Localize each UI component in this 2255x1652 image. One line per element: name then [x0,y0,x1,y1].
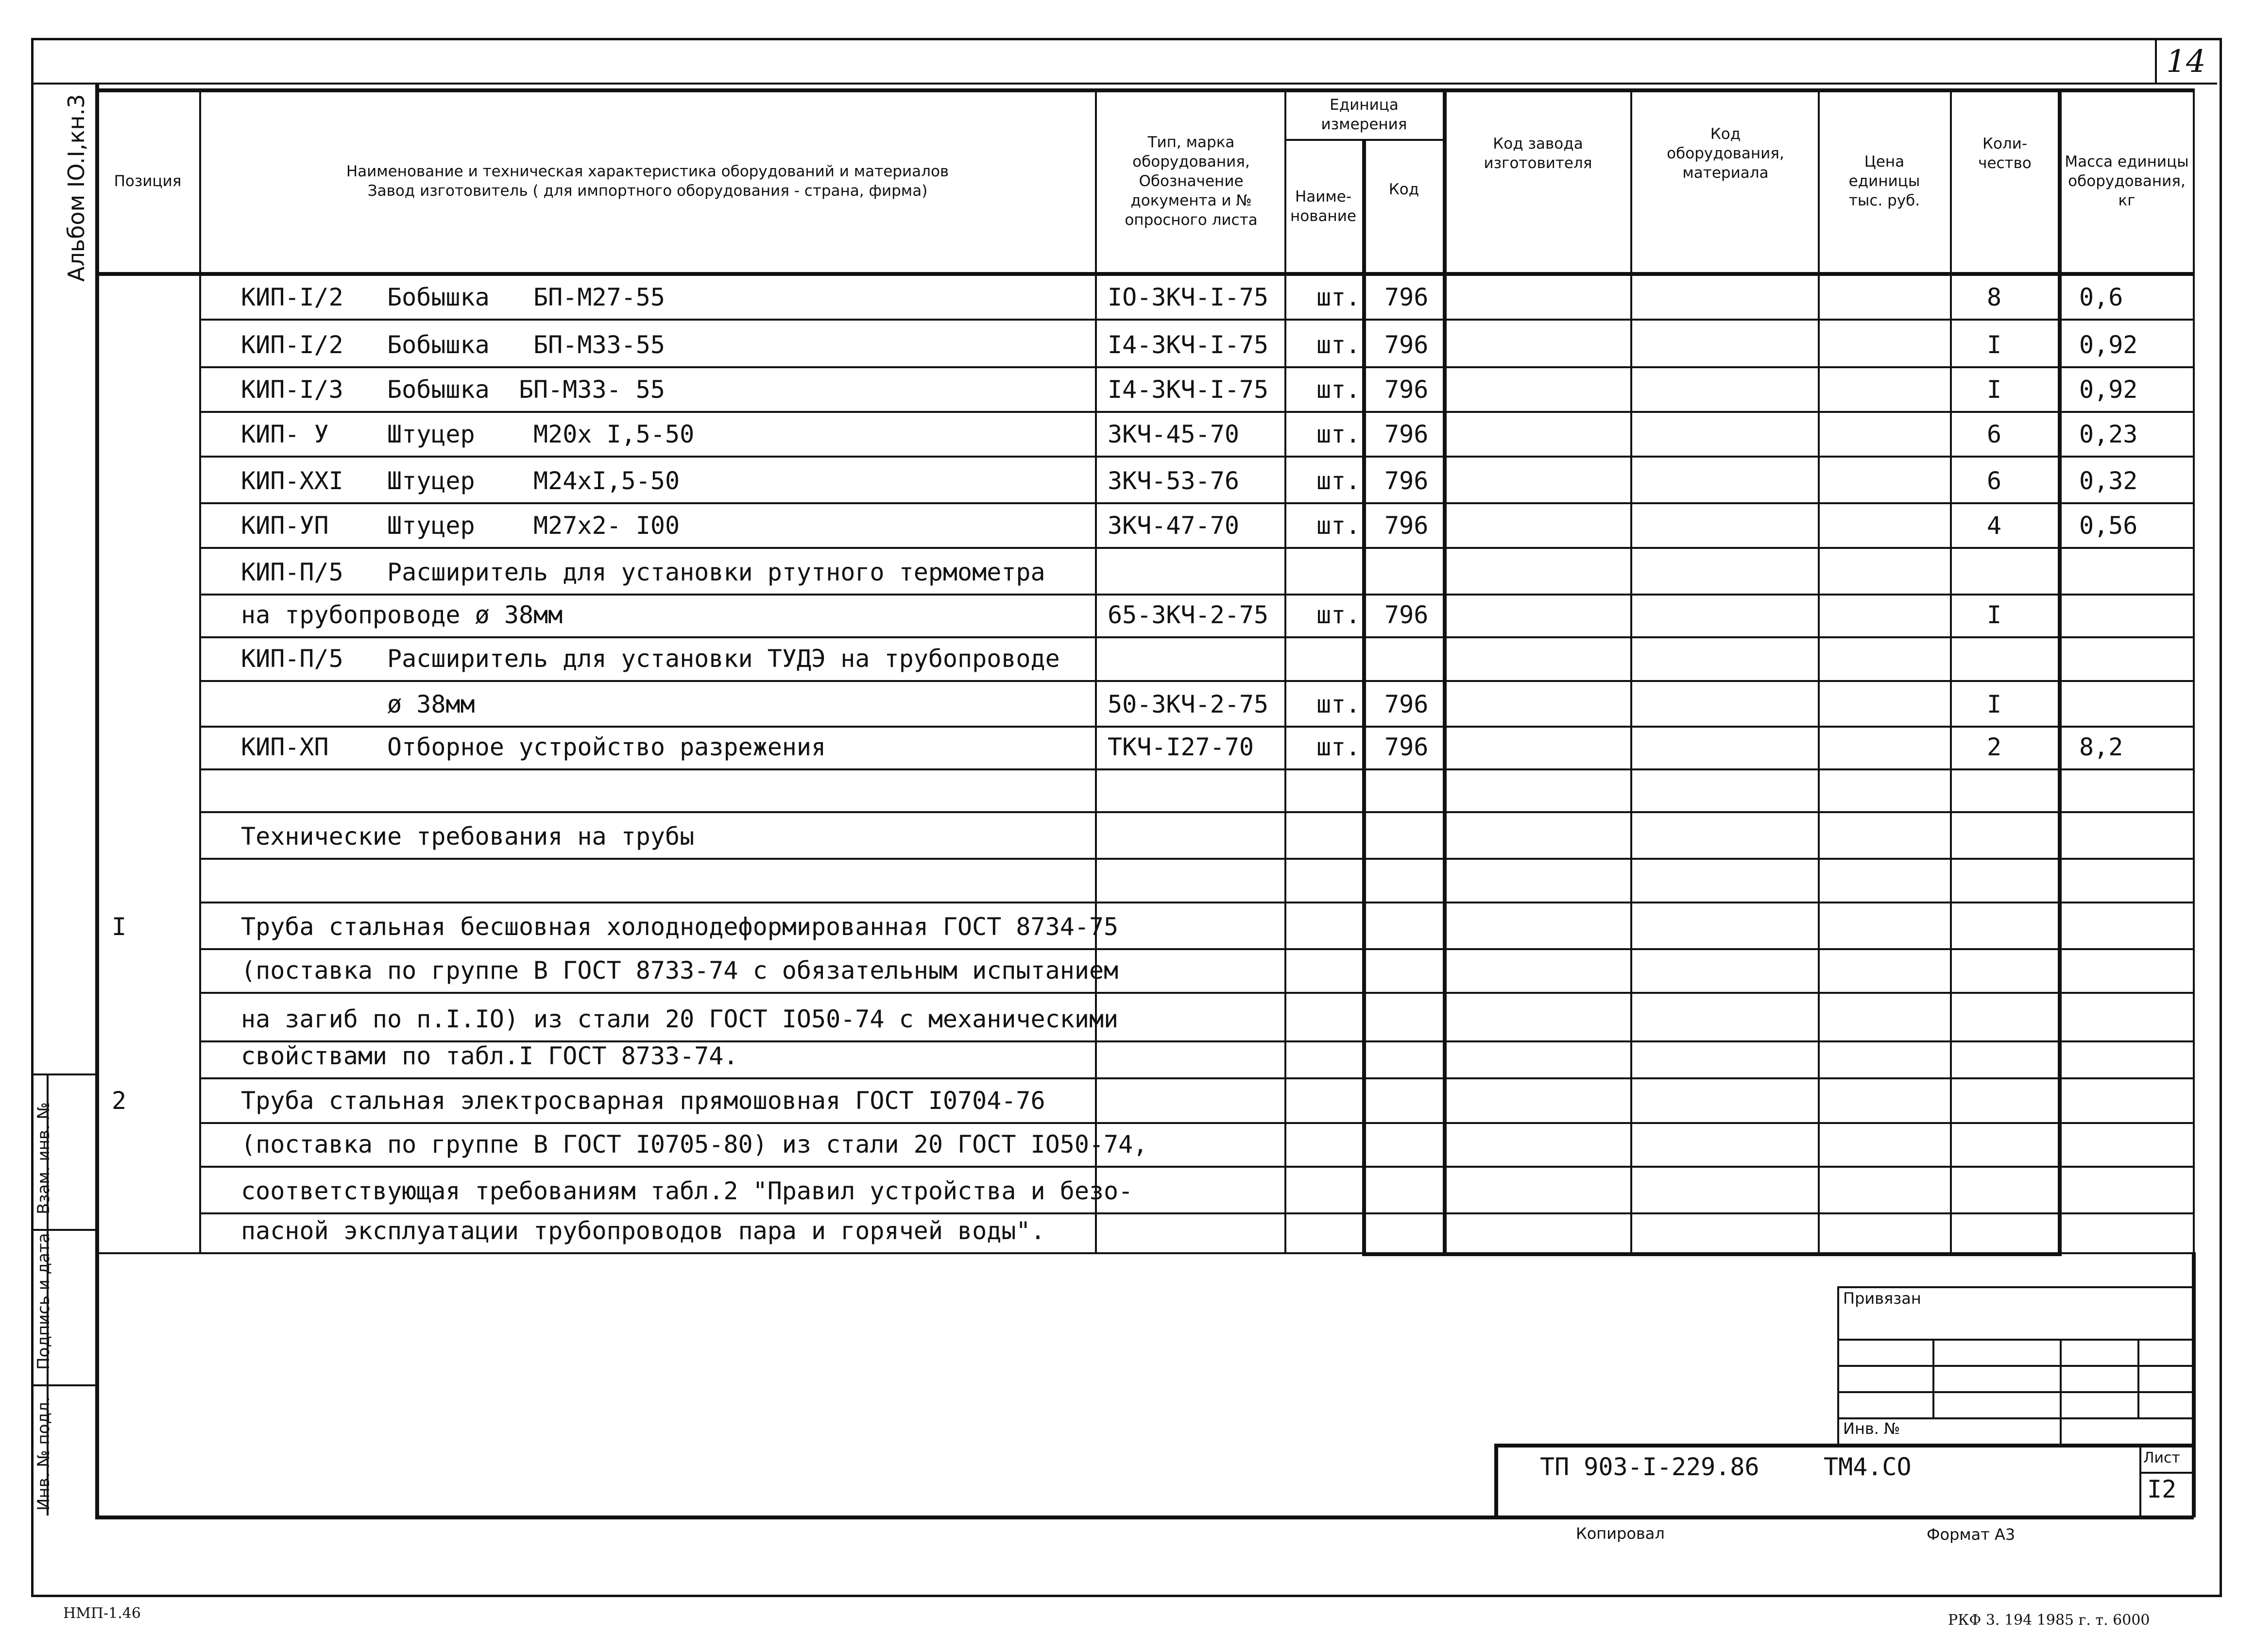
code-cell: 796 [1384,690,1429,718]
unit-cell: шт. [1316,467,1361,495]
quantity-cell: 2 [1987,733,2002,761]
header-equipment-code: Код оборудования, материала [1667,125,1784,182]
unit-cell: шт. [1316,690,1361,718]
sheet-box-left-rule [2139,1446,2141,1516]
name-cell: соответствующая требованиям табл.2 "Правил устройства и безо- [241,1177,1133,1205]
name-cell: Технические требования на трубы [241,822,695,851]
name-cell: на трубопроводе ø 38мм [241,601,563,629]
name-cell: Труба стальная электросварная прямошовная ГОСТ I0704-76 [241,1087,1045,1115]
mass-cell: 0,56 [2079,511,2138,540]
name-cell: Труба стальная бесшовная холоднодеформированная ГОСТ 8734-75 [241,913,1119,941]
unit-cell: шт. [1316,420,1361,448]
name-cell: КИП-I/2 Бобышка БП-М33-55 [241,331,665,359]
mass-cell: 0,92 [2079,331,2138,359]
unit-cell: шт. [1316,331,1361,359]
type-cell: ЗКЧ-45-70 [1108,420,1239,448]
quantity-cell: I [1987,690,2002,718]
code-cell: 796 [1384,733,1429,761]
type-cell: ТКЧ-I27-70 [1108,733,1254,761]
unit-cell: шт. [1316,375,1361,404]
code-cell: 796 [1384,331,1429,359]
doc-code-left-rule [1494,1444,1498,1516]
table-row [0,1077,2255,1122]
code-cell: 796 [1384,283,1429,311]
title-grid-col-2 [2060,1339,2062,1447]
top-divider [31,83,2217,85]
format-label: Формат А3 [1927,1525,2016,1544]
header-quantity: Коли-чество [1978,135,2032,172]
type-cell: IO-ЗКЧ-I-75 [1108,283,1269,311]
header-unit-code: Код [1388,181,1419,198]
type-cell: ЗКЧ-53-76 [1108,467,1239,495]
table-row [0,319,2255,366]
code-cell: 796 [1384,511,1429,540]
code-cell: 796 [1384,601,1429,629]
name-cell: КИП-I/3 Бобышка БП-М33- 55 [241,375,665,404]
header-position: Позиция [114,172,182,190]
name-cell: свойствами по табл.I ГОСТ 8733-74. [241,1042,738,1070]
name-cell: КИП- У Штуцер М20х I,5-50 [241,420,695,448]
name-cell: ø 38мм [241,690,475,718]
table-row [0,811,2255,858]
title-grid-rule-3 [1837,1391,2194,1393]
title-grid-col-3 [2137,1339,2139,1417]
inv-no-label: Инв. № [1843,1419,1900,1438]
table-row [0,948,2255,992]
doc-code: ТП 903-I-229.86 [1540,1453,1760,1481]
table-row [0,902,2255,948]
quantity-cell: 8 [1987,283,2002,311]
right-code: РКФ 3. 194 1985 г. т. 6000 [1948,1612,2150,1629]
header-name-line2: Завод изготовитель ( для импортного оборудования - страна, фирма) [367,182,928,200]
type-cell: I4-ЗКЧ-I-75 [1108,375,1269,404]
code-cell: 796 [1384,420,1429,448]
right-border-rule [2192,1252,2196,1517]
type-cell: I4-ЗКЧ-I-75 [1108,331,1269,359]
name-cell: (поставка по группе В ГОСТ I0705-80) из стали 20 ГОСТ IО50-74, [241,1130,1148,1158]
table-row [0,594,2255,636]
table-row [0,636,2255,680]
stamp-signature-date: Подпись и дата [34,1233,53,1370]
name-cell: КИП-П/5 Расширитель для установки ртутного термометра [241,558,1045,586]
table-row [0,992,2255,1040]
position-cell: 2 [112,1087,127,1115]
name-cell: КИП-УП Штуцер М27х2- I00 [241,511,680,540]
table-row [0,272,2255,319]
table-row [0,726,2255,768]
mass-cell: 0,32 [2079,467,2138,495]
doc-code-top-rule [1494,1444,2194,1448]
copied-label: Копировал [1576,1524,1665,1543]
header-name [201,90,1094,272]
stamp-replaced-inv: Взам. инв. № [34,1102,53,1214]
header-factory-code: Код завода изготовителя [1484,135,1592,172]
header-mass: Масса единицы оборудования, кг [2065,153,2189,209]
header-unit-group: Единица измерения [1321,96,1407,133]
unit-cell: шт. [1316,283,1361,311]
quantity-cell: 6 [1987,467,2002,495]
table-row [0,1040,2255,1077]
table-row [0,858,2255,902]
table-row [0,456,2255,502]
title-grid-rule-2 [1837,1365,2194,1367]
title-grid-col-1 [1932,1339,1934,1417]
left-code: НМП-1.46 [63,1605,141,1622]
doc-mark: ТМ4.СО [1824,1453,1912,1481]
position-cell: I [112,913,127,941]
quantity-cell: I [1987,601,2002,629]
table-row [0,1122,2255,1166]
table-row [0,547,2255,594]
sheet-label: Лист [2143,1449,2181,1466]
header-unit-name: Наиме-нование [1290,188,1356,225]
table-row [0,502,2255,547]
table-row [0,366,2255,411]
title-grid-rule-1 [1837,1339,2194,1341]
quantity-cell: I [1987,375,2002,404]
quantity-cell: 4 [1987,511,2002,540]
unit-cell: шт. [1316,511,1361,540]
stamp-divider-3 [31,1384,97,1386]
quantity-cell: 6 [1987,420,2002,448]
code-cell: 796 [1384,467,1429,495]
table-row [0,1212,2255,1252]
name-cell: пасной эксплуатации трубопроводов пара и горячей воды". [241,1217,1045,1245]
name-cell: (поставка по группе В ГОСТ 8733-74 с обязательным испытанием [241,956,1119,985]
sheet-box-mid-rule [2139,1472,2194,1474]
header-name-line1: Наименование и техническая характеристика оборудований и материалов [346,163,949,180]
code-cell: 796 [1384,375,1429,404]
name-cell: КИП-XXI Штуцер М24хI,5-50 [241,467,680,495]
sheet-corner-number: 14 [2166,44,2206,80]
title-block-top-rule [1837,1286,2194,1288]
name-cell: КИП-XП Отборное устройство разрежения [241,733,826,761]
table-row [0,411,2255,456]
type-cell: 50-ЗКЧ-2-75 [1108,690,1269,718]
unit-cell: шт. [1316,601,1361,629]
mass-cell: 0,6 [2079,283,2123,311]
unit-cell: шт. [1316,733,1361,761]
table-row [0,680,2255,726]
type-cell: 65-ЗКЧ-2-75 [1108,601,1269,629]
sheet-number: I2 [2147,1475,2177,1503]
mass-cell: 0,23 [2079,420,2138,448]
header-type: Тип, марка оборудования, Обозначение документа и № опросного листа [1125,134,1258,229]
name-cell: на загиб по п.I.IO) из стали 20 ГОСТ IО50-74 с механическими [241,1005,1119,1033]
type-cell: ЗКЧ-47-70 [1108,511,1239,540]
header-price: Цена единицы тыс. руб. [1848,153,1920,209]
name-cell: КИП-I/2 Бобышка БП-М27-55 [241,283,665,311]
table-row [0,768,2255,811]
linked-label: Привязан [1843,1289,1921,1308]
mass-cell: 0,92 [2079,375,2138,404]
table-row [0,1166,2255,1212]
bottom-border-rule [95,1516,2194,1519]
quantity-cell: I [1987,331,2002,359]
lower-block-bottom-rule [1362,1252,2062,1256]
mass-cell: 8,2 [2079,733,2123,761]
stamp-original-inv: Инв. № подл. [34,1397,53,1511]
album-label: Альбом IO.I,кн.3 [63,94,89,282]
name-cell: КИП-П/5 Расширитель для установки ТУДЭ на трубопроводе [241,645,1060,673]
